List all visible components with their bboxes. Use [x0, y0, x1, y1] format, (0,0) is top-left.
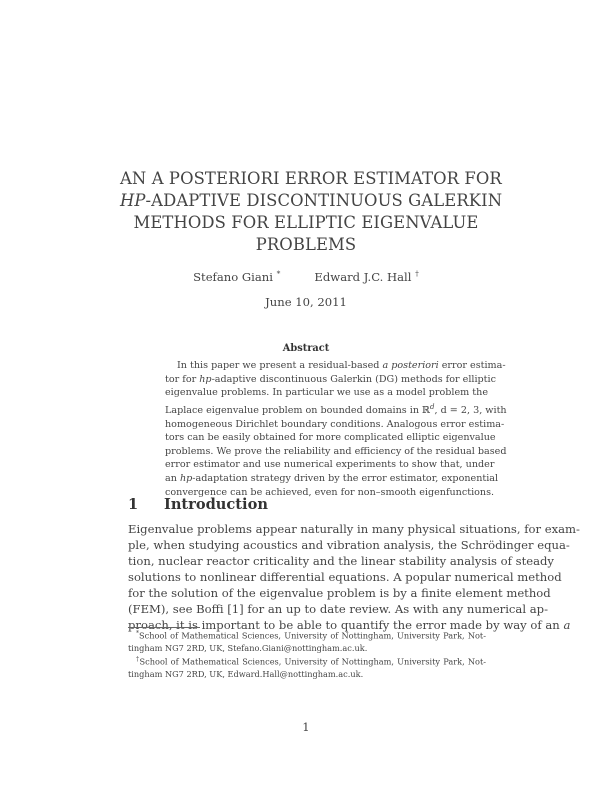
title-line-4: PROBLEMS — [255, 235, 357, 254]
author-2-name: Edward J.C. Hall — [314, 269, 412, 284]
abstract-line: problems. We prove the reliability and efficiency of the residual based — [165, 445, 507, 457]
section-number: 1 — [128, 496, 139, 513]
body-line: proach, it is important to be able to quantify the error made by way of an a — [128, 618, 571, 632]
author-1-footnote-mark[interactable]: * — [276, 269, 281, 278]
publication-date: June 10, 2011 — [265, 295, 347, 309]
abstract-line: tor for hp-adaptive discontinuous Galerkin (DG) methods for elliptic — [165, 373, 496, 385]
page-number: 1 — [302, 720, 310, 734]
abstract-line: Laplace eigenvalue problem on bounded domains in ℝ$^d$, d = 2, 3, with — [165, 402, 507, 416]
author-2-footnote-mark[interactable]: † — [415, 269, 419, 278]
abstract-text — [165, 359, 507, 499]
abstract-line: an hp-adaptation strategy driven by the error estimator, exponential — [165, 472, 499, 484]
footnote-1-line-2: tingham NG7 2RD, UK, Stefano.Giani@nottingham.ac.uk. — [128, 642, 368, 653]
paper-title — [120, 168, 503, 256]
section-heading-introduction — [128, 496, 268, 513]
abstract-line: homogeneous Dirichlet boundary conditions. Analogous error estima- — [165, 418, 505, 430]
abstract-line: convergence can be achieved, even for non–smooth eigenfunctions. — [165, 486, 495, 498]
body-line: (FEM), see Boffi [1] for an up to date review. As with any numerical ap- — [128, 602, 548, 616]
author-list — [140, 269, 472, 284]
abstract-line: eigenvalue problems. In particular we use as a model problem the — [165, 387, 489, 399]
abstract-line: error estimator and use numerical experiments to show that, under — [165, 459, 495, 471]
footnotes — [128, 628, 486, 680]
abstract-line: In this paper we present a residual-based a posteriori error estima- — [177, 360, 506, 371]
title-line-1: AN A POSTERIORI ERROR ESTIMATOR FOR — [120, 169, 502, 188]
abstract-heading: Abstract — [282, 343, 330, 354]
body-line: Eigenvalue problems appear naturally in many physical situations, for exam- — [128, 522, 580, 536]
body-line: ple, when studying acoustics and vibration analysis, the Schrödinger equa- — [128, 538, 570, 552]
abstract-line: tors can be easily obtained for more complicated elliptic eigenvalue — [165, 432, 496, 444]
body-line: solutions to nonlinear differential equations. A popular numerical method — [128, 570, 562, 584]
footnote-2-line-2: tingham NG7 2RD, UK, Edward.Hall@nottingham.ac.uk. — [128, 669, 364, 680]
introduction-body — [128, 521, 580, 633]
title-line-2 — [120, 190, 503, 212]
author-1-name: Stefano Giani — [193, 269, 273, 284]
title-line-3: METHODS FOR ELLIPTIC EIGENVALUE — [133, 213, 479, 232]
body-line: tion, nuclear reactor criticality and the linear stability analysis of steady — [128, 554, 554, 568]
title-hp-italic: HP — [120, 191, 146, 210]
section-title: Introduction — [164, 496, 268, 513]
footnote-1-line-1: *School of Mathematical Sciences, University of Nottingham, University Park, Not- — [136, 630, 486, 641]
title-line-2-rest: -ADAPTIVE DISCONTINUOUS GALERKIN — [145, 191, 503, 210]
body-line: for the solution of the eigenvalue problem is by a finite element method — [128, 586, 551, 600]
footnote-2-line-1: †School of Mathematical Sciences, University of Nottingham, University Park, Not- — [136, 656, 486, 667]
